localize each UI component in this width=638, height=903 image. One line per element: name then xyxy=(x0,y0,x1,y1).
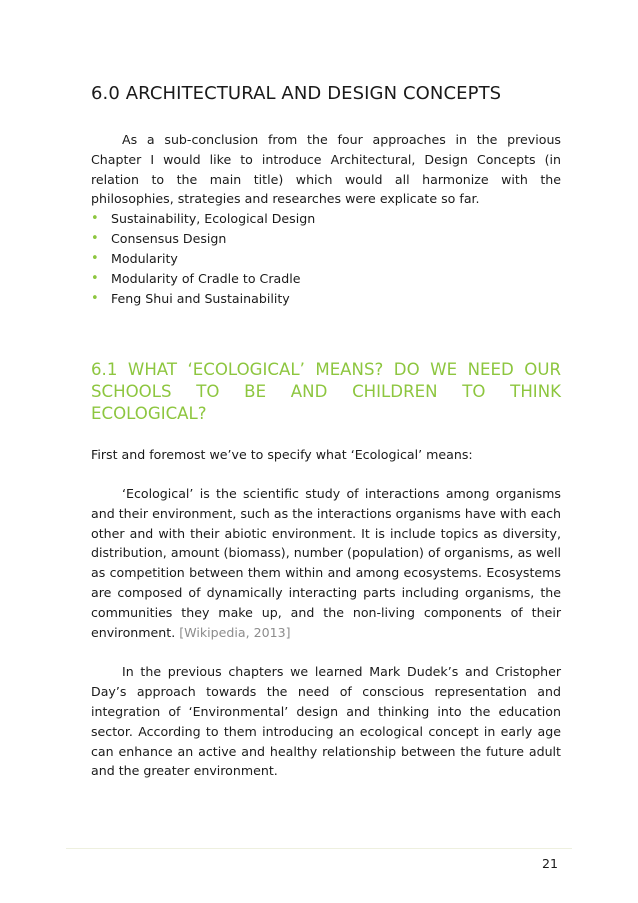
section-heading: 6.1 WHAT ‘ECOLOGICAL’ MEANS? DO WE NEED OUR SCHOOLS TO BE AND CHILDREN TO THINK ECOLOGICAL? xyxy=(91,360,561,424)
bullet-icon: • xyxy=(91,231,99,247)
intro-paragraph: As a sub-conclusion from the four approaches in the previous Chapter I would like to introduce Architectural, Design Concepts (in relation to the main title) which would all harmonize with the philosophies, strategies and researches were explicate so far. xyxy=(91,132,561,207)
list-item-label: Sustainability, Ecological Design xyxy=(111,211,316,227)
list-item xyxy=(91,209,561,229)
bullet-icon: • xyxy=(91,251,99,267)
list-item-label: Consensus Design xyxy=(111,231,227,247)
list-item-label: Feng Shui and Sustainability xyxy=(111,291,290,307)
bullet-icon: • xyxy=(91,291,99,307)
list-item-label: Modularity xyxy=(111,251,178,267)
bullet-icon: • xyxy=(91,271,99,287)
list-item xyxy=(91,249,561,269)
list-item xyxy=(91,229,561,249)
concept-list xyxy=(91,209,561,309)
list-item xyxy=(91,269,561,289)
bullet-icon: • xyxy=(91,211,99,227)
page-number: 21 xyxy=(541,856,558,871)
chapter-heading: 6.0 ARCHITECTURAL AND DESIGN CONCEPTS xyxy=(91,83,502,104)
definition-lead-paragraph: First and foremost we’ve to specify what ‘Ecological’ means: xyxy=(91,447,473,463)
definition-text: ‘Ecological’ is the scientific study of interactions among organisms and their environment, such as the interactions organisms have with each other and with their abiotic environment. It is include topics as diversity, distribution, amount (biomass), number (population) of organisms, as well as competition between them within and among ecosystems. Ecosystems are composed of dynamically interacting parts including organisms, the communities they make up, and the non-living components of their environment. xyxy=(91,485,561,640)
list-item xyxy=(91,289,561,309)
list-item-label: Modularity of Cradle to Cradle xyxy=(111,271,301,287)
definition-paragraph xyxy=(91,484,561,642)
footer-divider xyxy=(66,848,572,849)
citation: [Wikipedia, 2013] xyxy=(179,624,291,640)
page-content xyxy=(91,83,561,781)
previous-chapters-paragraph: In the previous chapters we learned Mark Dudek’s and Cristopher Day’s approach towards the need of conscious representation and integration of ‘Environmental’ design and thinking into the education sector. According to them introducing an ecological concept in early age can enhance an active and healthy relationship between the future adult and the greater environment. xyxy=(91,664,561,779)
